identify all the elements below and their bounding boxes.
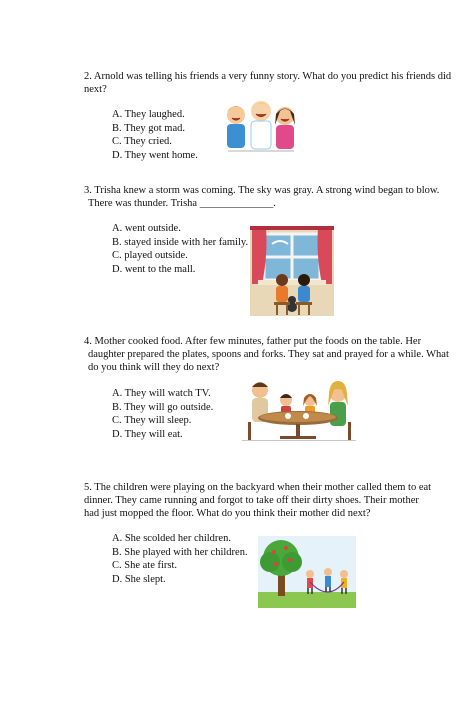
option-c: C. She ate first. — [112, 560, 178, 571]
family-at-window-illustration-icon — [250, 226, 334, 316]
option-b: B. They got mad. — [112, 122, 186, 134]
question-3 — [84, 184, 454, 210]
option-d: D. They went home. — [112, 149, 198, 161]
option-a: A. She scolded her children. — [112, 533, 231, 544]
kids-playing-under-tree-illustration-icon — [258, 536, 356, 608]
option-a: A. They will watch TV. — [112, 388, 211, 399]
option-c: C. played outside. — [112, 250, 188, 261]
question-stem — [84, 481, 454, 520]
option-b: B. She played with her children. — [112, 546, 248, 558]
option-d: D. went to the mall. — [112, 263, 196, 275]
stem-line: 4. Mother cooked food. After few minutes, father put the foods on the table. Her — [84, 336, 422, 347]
options-q2 — [112, 108, 198, 162]
question-stem — [84, 70, 454, 96]
stem-line: daughter prepared the plates, spoons and forks. They sat and prayed for a while. What — [88, 349, 449, 360]
question-5 — [84, 481, 454, 520]
options-q3 — [112, 222, 248, 276]
option-c: C. They cried. — [112, 136, 172, 147]
option-b: B. They will go outside. — [112, 401, 214, 413]
laughing-kids-illustration-icon — [218, 95, 304, 155]
family-dinner-table-illustration-icon — [240, 376, 358, 442]
option-d: D. They will eat. — [112, 428, 183, 440]
stem-line: dinner. They came running and forgot to take off their dirty shoes. Their mother — [84, 495, 419, 506]
options-q5 — [112, 532, 248, 586]
question-stem — [84, 184, 454, 210]
question-stem — [84, 335, 454, 374]
stem-line: do you think will they do next? — [88, 362, 220, 373]
stem-line: had just mopped the floor. What do you think their mother did next? — [84, 508, 371, 519]
option-c: C. They will sleep. — [112, 415, 192, 426]
stem-line: 2. Arnold was telling his friends a very funny story. What do you predict his friends did — [84, 71, 452, 82]
option-b: B. stayed inside with her family. — [112, 236, 249, 248]
stem-line: 5. The children were playing on the backyard when their mother called them to eat — [84, 482, 432, 493]
option-a: A. They laughed. — [112, 109, 185, 120]
stem-line: There was thunder. Trisha ______________. — [88, 198, 276, 209]
question-2 — [84, 70, 454, 96]
option-a: A. went outside. — [112, 223, 181, 234]
options-q4 — [112, 387, 213, 441]
stem-line: 3. Trisha knew a storm was coming. The sky was gray. A strong wind began to blow. — [84, 185, 440, 196]
option-d: D. She slept. — [112, 573, 166, 585]
stem-line: next? — [84, 84, 107, 95]
question-4 — [84, 335, 454, 374]
